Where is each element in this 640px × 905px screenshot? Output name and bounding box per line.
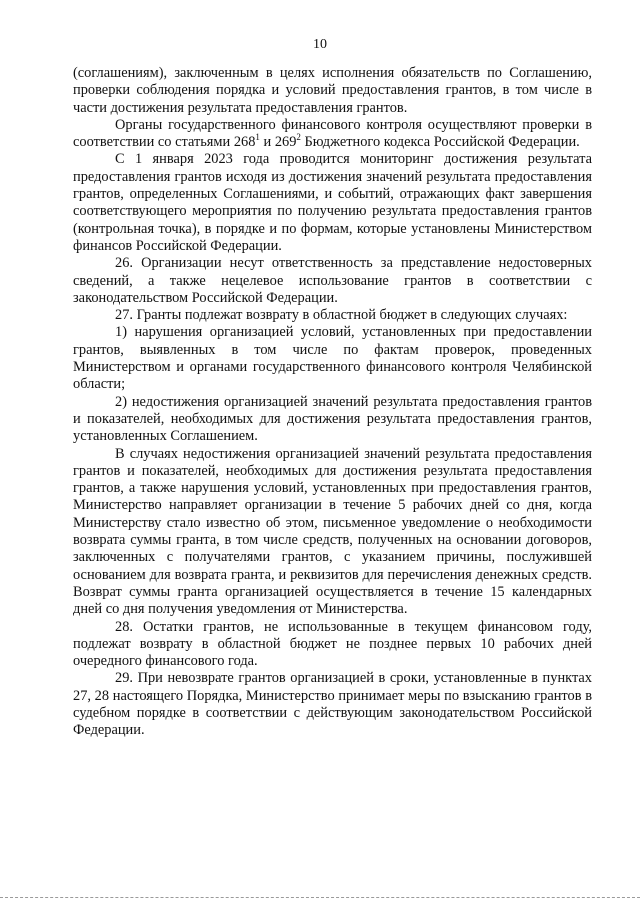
paragraph-text: В случаях недостижения организацией значений результата предоставления грантов и показателей, необходимых для достижения результата предоставления грантов, а также нарушения условий, установленных при предоставления грантов, Министерство направляет организации в течение 5 рабочих дней со дня, когда Министерству стало известно об этом, письменное уведомление о необходимости возврата суммы гранта, в том числе средств, полученных на основании договоров, заключенных с получателями грантов, с указанием причины, послужившей основанием для возврата гранта, и реквизитов для перечисления денежных средств. Возврат суммы гранта организацией осуществляется в течение 15 календарных дней со дня получения уведомления от Министерства. <box>73 445 592 618</box>
paragraph-p9 <box>73 619 592 671</box>
paragraph-p4 <box>73 255 592 307</box>
superscript-index: 2 <box>296 132 301 143</box>
paragraph-text: 29. При невозврате грантов организацией в сроки, установленные в пунктах 27, 28 настоящего Порядка, Министерство принимает меры по взысканию грантов в судебном порядке в соответствии с действующим законодательством Российской Федерации. <box>73 670 592 739</box>
paragraph-p6 <box>73 324 592 393</box>
paragraph-text: С 1 января 2023 года проводится мониторинг достижения результата предоставления грантов исходя из достижения значений результата предоставления грантов, определенных Соглашениями, и событий, отражающих факт завершения соответствующего мероприятия по получению результата предоставления грантов (контрольная точка), в порядке и по формам, которые установлены Министерством финансов Российской Федерации. <box>73 151 592 254</box>
paragraph-text: 28. Остатки грантов, не использованные в текущем финансовом году, подлежат возврату в областной бюджет не позднее первых 10 рабочих дней очередного финансового года. <box>73 618 592 670</box>
scan-edge-line <box>0 897 640 898</box>
page-number: 10 <box>313 37 327 52</box>
paragraph-text: 27. Гранты подлежат возврату в областной бюджет в следующих случаях: <box>115 307 568 324</box>
paragraph-text: (соглашениям), заключенным в целях исполнения обязательств по Соглашению, проверки соблюдения порядка и условий предоставления грантов, в том числе в части достижения результата предоставления грантов. <box>73 65 592 116</box>
paragraph-text: 26. Организации несут ответственность за представление недостоверных сведений, а также нецелевое использование грантов в соответствии с законодательством Российской Федерации. <box>73 255 592 306</box>
paragraph-text: 1) нарушения организацией условий, установленных при предоставлении грантов, выявленных в том числе по фактам проверок, проведенных Министерством и органами государственного финансового контроля Челябинской области; <box>73 324 592 393</box>
paragraph-p7 <box>73 394 592 446</box>
paragraph-p1 <box>73 65 592 117</box>
paragraph-p2 <box>73 117 592 152</box>
paragraph-p8 <box>73 446 592 619</box>
paragraph-text: и 269 <box>259 134 297 151</box>
paragraph-text: Органы государственного финансового контроля осуществляют проверки в соответствии со статьями 268 <box>73 116 592 151</box>
paragraph-p10 <box>73 670 592 739</box>
superscript-index: 1 <box>255 132 260 143</box>
paragraph-p5 <box>73 307 592 324</box>
paragraph-p3 <box>73 151 592 255</box>
paragraph-text: 2) недостижения организацией значений результата предоставления грантов и показателей, необходимых для достижения результата предоставления грантов, установленных Соглашением. <box>73 393 592 445</box>
document-body <box>73 65 592 740</box>
paragraph-text: Бюджетного кодекса Российской Федерации. <box>300 134 580 151</box>
